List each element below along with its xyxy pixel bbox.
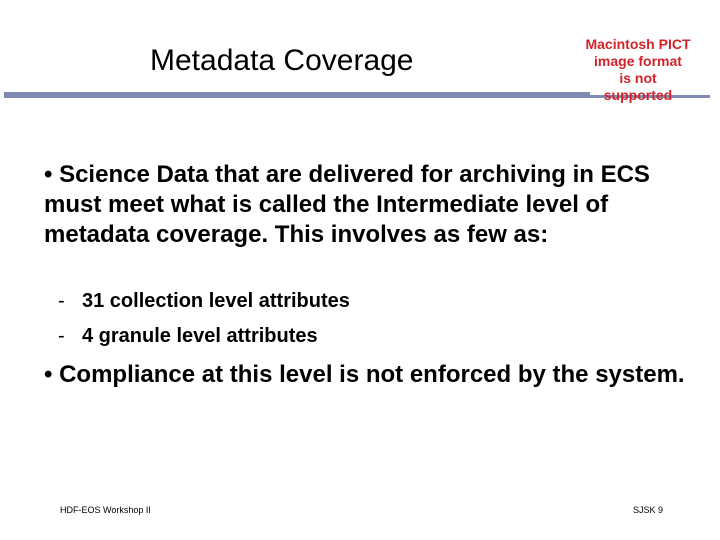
pict-line-3: is not supported: [603, 70, 673, 103]
sub-bullet-2: [58, 325, 318, 348]
footer-right: SJSK 9: [633, 505, 664, 515]
sub-bullet-marker: -: [58, 290, 65, 312]
sub-bullet-marker: -: [58, 325, 65, 347]
pict-line-2: image format: [594, 53, 682, 69]
pict-placeholder: [584, 36, 692, 103]
bullet-1: • Science Data that are delivered for archiving in ECS must meet what is called the Intermediate level of metadata coverage. This involves as few as:: [44, 161, 650, 248]
sub-bullet-text: 31 collection level attributes: [82, 290, 350, 312]
sub-bullet-text: 4 granule level attributes: [82, 325, 318, 347]
pict-line-1: Macintosh PICT: [585, 36, 691, 52]
title-underline: [4, 92, 590, 98]
footer-left: HDF-EOS Workshop II: [60, 505, 151, 515]
slide-title: Metadata Coverage: [150, 44, 414, 77]
sub-bullet-1: [58, 290, 350, 313]
bullet-2: • Compliance at this level is not enforced by the system.: [44, 361, 685, 388]
